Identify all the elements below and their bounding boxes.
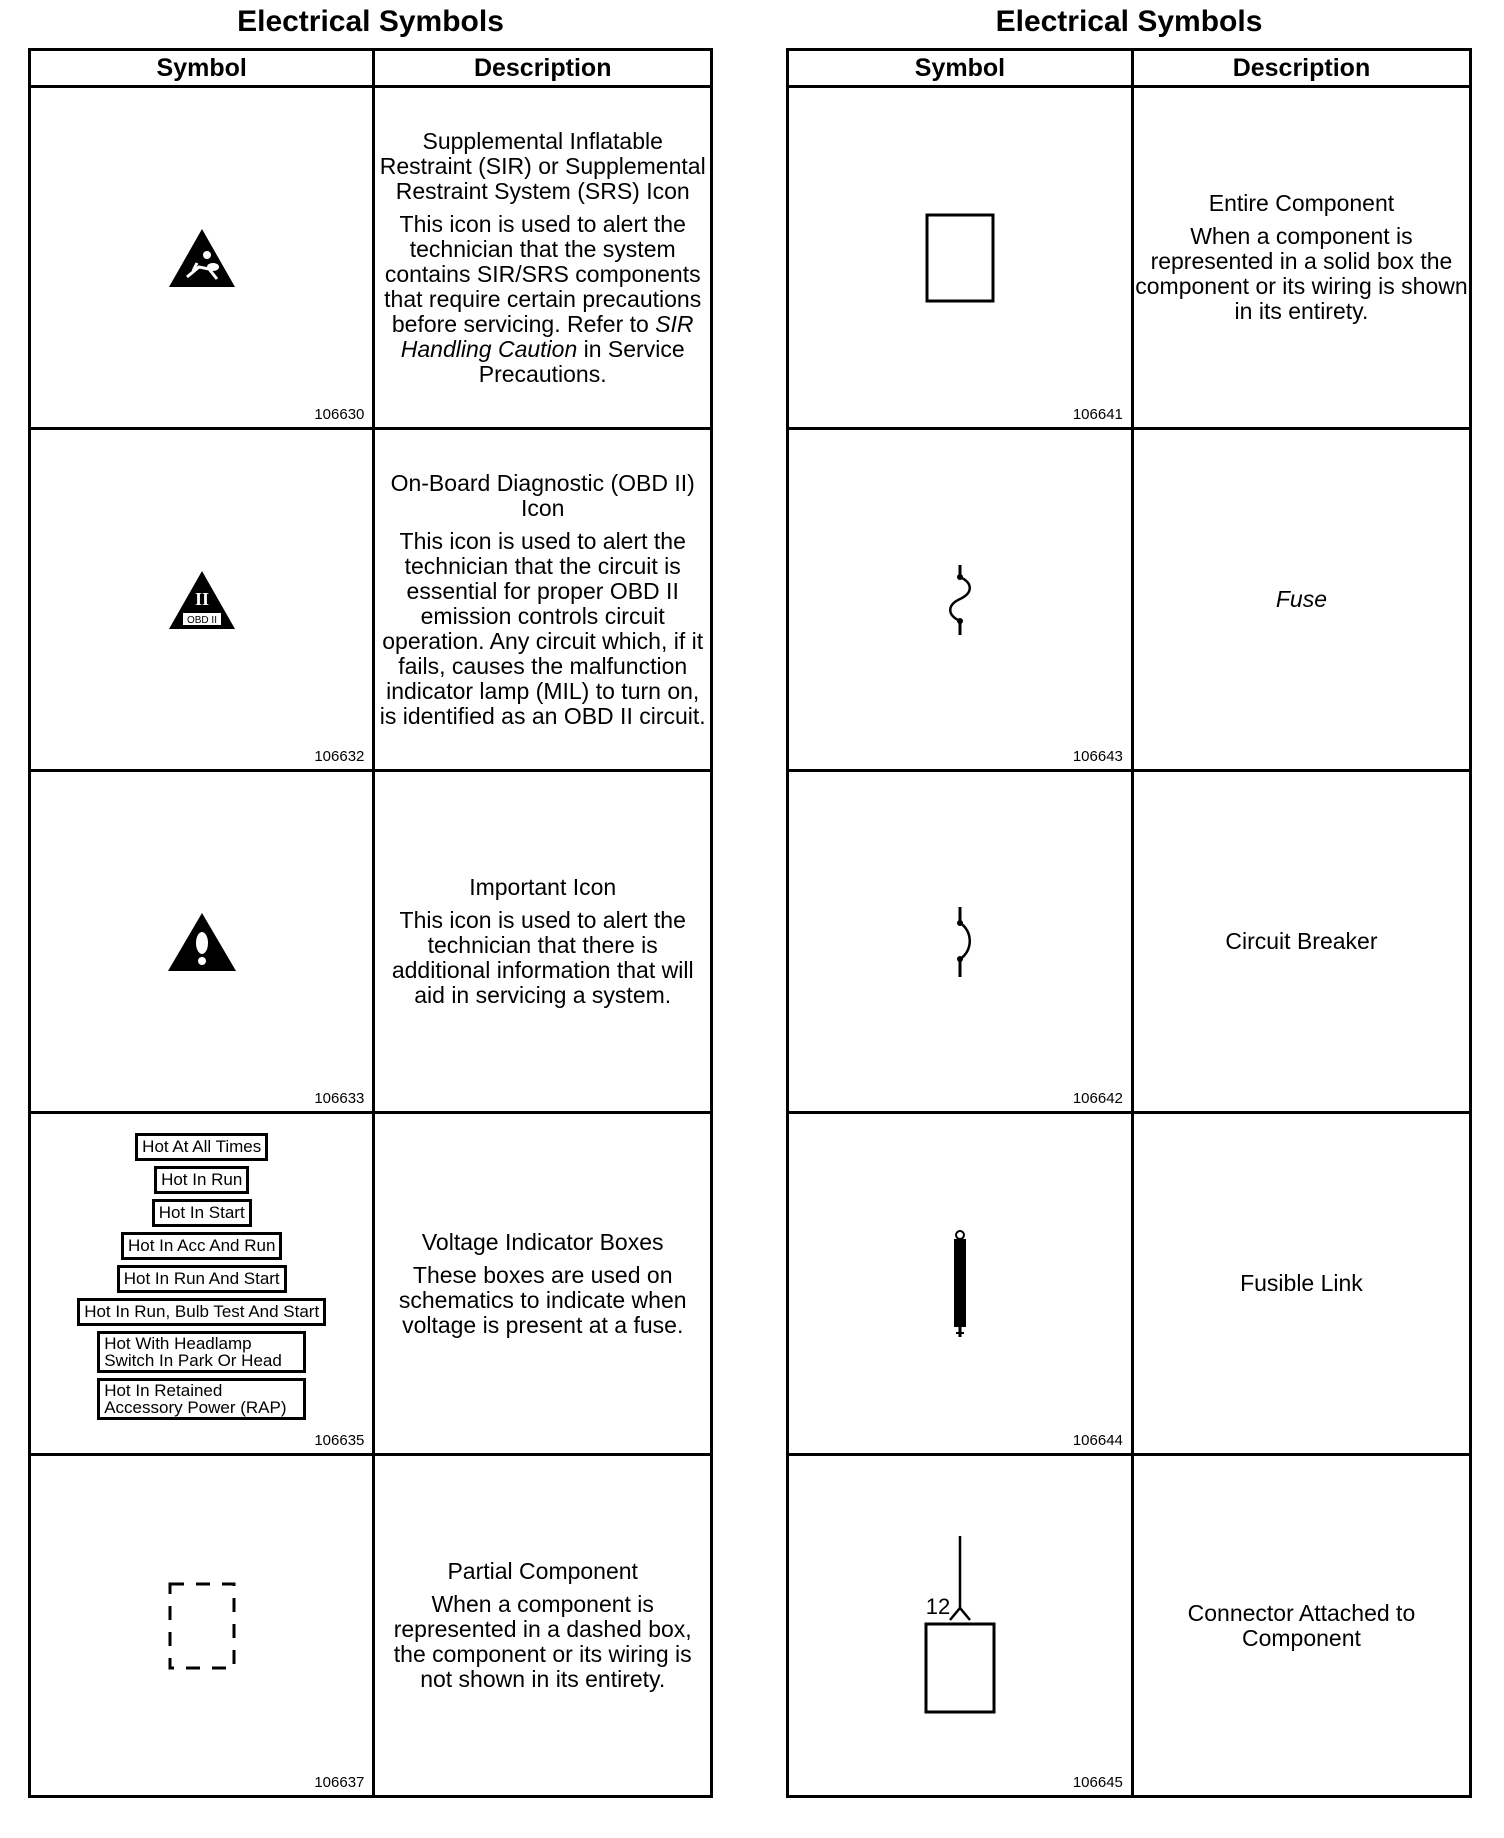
left-panel xyxy=(28,0,713,1798)
description-cell xyxy=(374,1113,712,1455)
voltage-indicator-box: Hot In Start xyxy=(152,1199,252,1227)
symbol-description: This icon is used to alert the technician that the system contains SIR/SRS components that require certain precautions before servicing. Refer to SIR Handling Caution in Service Precautions. xyxy=(384,210,702,387)
table-row xyxy=(788,771,1471,1113)
voltage-indicator-box: Hot In Run, Bulb Test And Start xyxy=(77,1298,326,1326)
table-row xyxy=(788,1455,1471,1797)
description-cell xyxy=(1132,87,1470,429)
table-row xyxy=(30,87,712,429)
figure-code: 106643 xyxy=(1072,748,1123,765)
svg-text:12: 12 xyxy=(925,1593,951,1619)
fusible-link-symbol-icon xyxy=(945,1229,975,1339)
partial-component-dashed-box-icon xyxy=(164,1578,240,1674)
symbol-cell xyxy=(30,87,374,429)
symbol-cell xyxy=(788,429,1133,771)
symbol-title: Connector Attached to Component xyxy=(1187,1599,1416,1651)
symbol-title: Fuse xyxy=(1275,586,1328,612)
table-row xyxy=(30,1455,712,1797)
symbol-cell xyxy=(788,771,1133,1113)
symbol-description: These boxes are used on schematics to indicate when voltage is present at a fuse. xyxy=(398,1261,687,1338)
symbol-title: On-Board Diagnostic (OBD II) Icon xyxy=(390,469,695,521)
description-column-header: Description xyxy=(374,50,712,87)
figure-code: 106637 xyxy=(314,1774,365,1791)
description-cell xyxy=(1132,771,1470,1113)
connector-component-icon xyxy=(910,1536,1010,1716)
obd-ii-warning-icon xyxy=(167,569,237,631)
symbol-cell xyxy=(30,1113,374,1455)
description-cell xyxy=(1132,1455,1470,1797)
svg-text:II: II xyxy=(194,588,209,609)
figure-code: 106632 xyxy=(314,748,365,765)
symbol-title: Important Icon xyxy=(469,874,617,900)
table-header xyxy=(788,50,1471,87)
voltage-indicator-box: Hot In Acc And Run xyxy=(121,1232,282,1260)
table-row xyxy=(30,771,712,1113)
description-cell xyxy=(374,771,712,1113)
symbol-title: Supplemental Inflatable Restraint (SIR) or Supplemental Restraint System (SRS) Icon xyxy=(379,127,706,204)
symbol-title: Partial Component xyxy=(447,1558,638,1584)
figure-code: 106635 xyxy=(314,1432,365,1449)
voltage-indicator-box: Hot At All Times xyxy=(135,1133,268,1161)
symbol-column-header: Symbol xyxy=(30,50,374,87)
symbol-cell xyxy=(30,429,374,771)
panel-title: Electrical Symbols xyxy=(237,5,504,38)
symbol-description: When a component is represented in a solid box the component or its wiring is shown in its entirety. xyxy=(1135,223,1468,324)
symbol-title: Entire Component xyxy=(1208,190,1395,216)
table-row xyxy=(30,429,712,771)
symbol-cell xyxy=(788,87,1133,429)
voltage-indicator-box: Hot With Headlamp Switch In Park Or Head xyxy=(97,1331,306,1373)
figure-code: 106641 xyxy=(1072,406,1123,423)
symbol-title: Fusible Link xyxy=(1240,1270,1363,1296)
important-warning-icon xyxy=(166,911,238,973)
symbols-table-right xyxy=(786,48,1472,1798)
description-cell xyxy=(374,87,712,429)
table-header xyxy=(30,50,712,87)
svg-text:OBD II: OBD II xyxy=(186,614,217,626)
symbol-cell xyxy=(30,1455,374,1797)
symbol-description: When a component is represented in a dashed box, the component or its wiring is not shown in its entirety. xyxy=(393,1591,692,1692)
panel-title: Electrical Symbols xyxy=(995,5,1263,38)
symbol-cell xyxy=(30,771,374,1113)
figure-code: 106645 xyxy=(1072,1774,1123,1791)
fuse-symbol-icon xyxy=(945,565,975,635)
table-row xyxy=(788,1113,1471,1455)
table-row xyxy=(788,429,1471,771)
symbol-title: Voltage Indicator Boxes xyxy=(421,1228,664,1255)
circuit-breaker-symbol-icon xyxy=(945,907,975,977)
description-cell xyxy=(374,429,712,771)
sir-airbag-warning-icon xyxy=(167,227,237,289)
table-row xyxy=(30,1113,712,1455)
symbol-description: This icon is used to alert the technician that the circuit is essential for proper OBD II emission controls circuit operation. Any circuit which, if it fails, causes the malfunction indicator lamp (MIL) to turn on, is identified as an OBD II circuit. xyxy=(379,527,706,729)
entire-component-solid-box-icon xyxy=(922,210,998,306)
figure-code: 106642 xyxy=(1072,1090,1123,1107)
voltage-indicator-boxes xyxy=(77,1133,326,1420)
description-cell xyxy=(374,1455,712,1797)
description-cell xyxy=(1132,429,1470,771)
voltage-indicator-box: Hot In Run xyxy=(154,1166,249,1194)
table-row xyxy=(788,87,1471,429)
symbols-table-left xyxy=(28,48,713,1798)
symbol-column-header: Symbol xyxy=(788,50,1133,87)
voltage-indicator-box: Hot In Retained Accessory Power (RAP) xyxy=(97,1378,306,1420)
right-panel xyxy=(786,0,1472,1798)
voltage-indicator-box: Hot In Run And Start xyxy=(117,1265,287,1293)
description-column-header: Description xyxy=(1132,50,1470,87)
figure-code: 106630 xyxy=(314,406,365,423)
reference-link-text: SIR Handling Caution xyxy=(400,310,694,362)
symbol-title: Circuit Breaker xyxy=(1225,928,1378,954)
figure-code: 106644 xyxy=(1072,1432,1123,1449)
symbol-description: This icon is used to alert the technician that there is additional information that will aid in servicing a system. xyxy=(391,907,694,1008)
symbol-cell xyxy=(788,1455,1133,1797)
figure-code: 106633 xyxy=(314,1090,365,1107)
symbol-cell xyxy=(788,1113,1133,1455)
description-cell xyxy=(1132,1113,1470,1455)
